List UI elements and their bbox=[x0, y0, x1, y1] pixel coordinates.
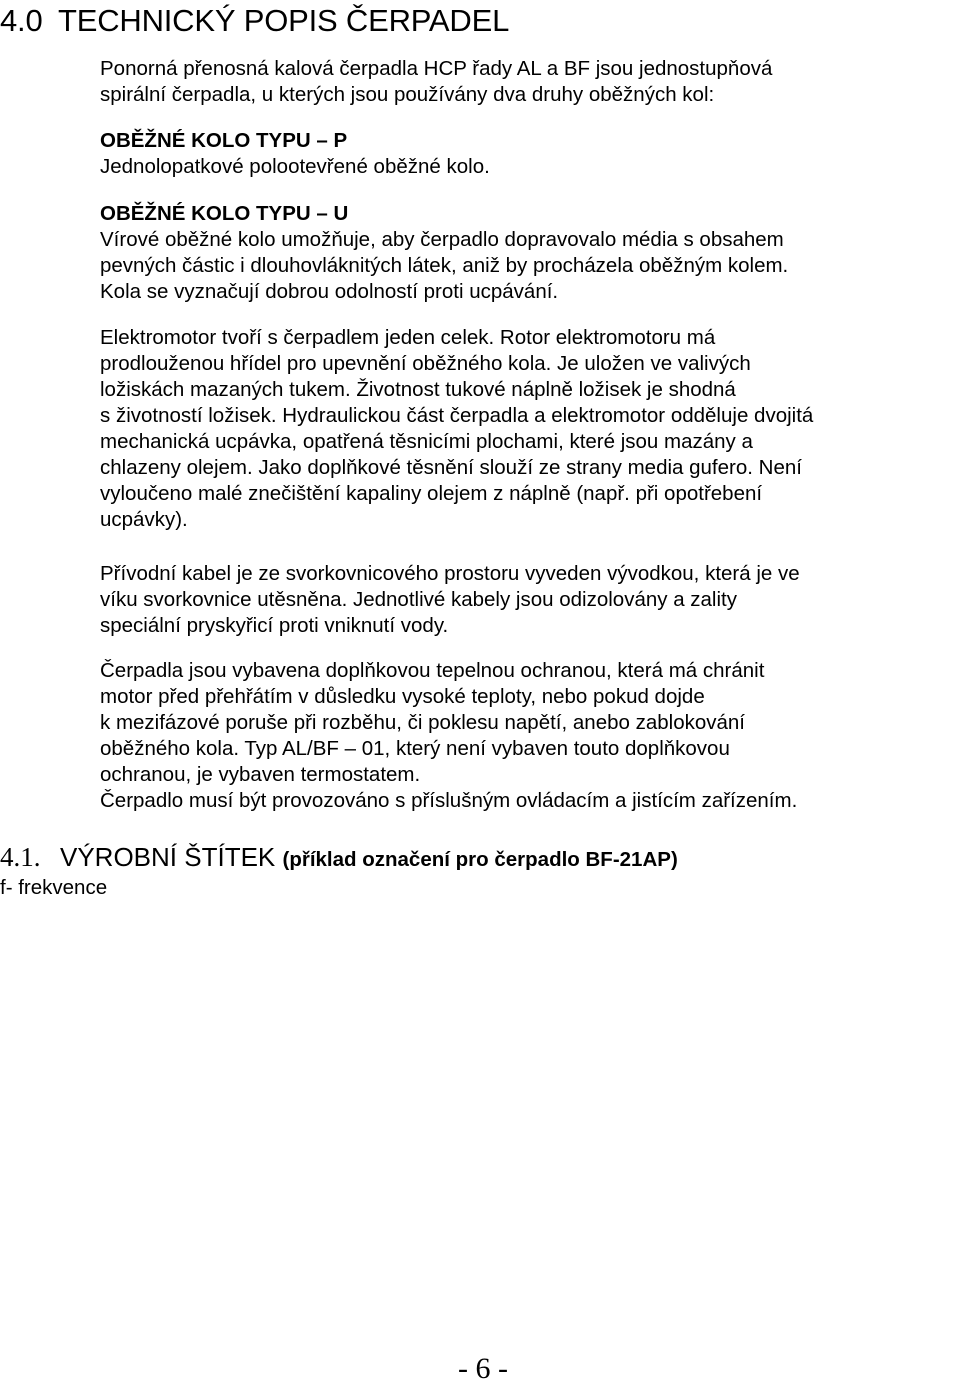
text-line: mechanická ucpávka, opatřená těsnicími plochami, které jsou mazány a bbox=[100, 430, 753, 453]
subsection-title: VÝROBNÍ ŠTÍTEK bbox=[60, 842, 276, 872]
text-line: motor před přehřátím v důsledku vysoké teploty, nebo pokud dojde bbox=[100, 685, 705, 708]
section-title: TECHNICKÝ POPIS ČERPADEL bbox=[58, 3, 510, 38]
text-line: Jednolopatkové polootevřené oběžné kolo. bbox=[100, 155, 490, 178]
intro-paragraph bbox=[100, 56, 772, 108]
text-line: Čerpadlo musí být provozováno s příslušným ovládacím a jistícím zařízením. bbox=[100, 789, 798, 812]
subsection-number: 4.1. bbox=[0, 842, 41, 872]
cable-paragraph bbox=[100, 561, 800, 639]
text-line: pevných částic i dlouhovláknitých látek, aniž by procházela oběžným kolem. bbox=[100, 254, 789, 277]
text-line: s životností ložisek. Hydraulickou část čerpadla a elektromotor odděluje dvojitá bbox=[100, 404, 814, 427]
text-line: Vírové oběžné kolo umožňuje, aby čerpadlo dopravovalo média s obsahem bbox=[100, 228, 784, 251]
motor-paragraph bbox=[100, 325, 813, 533]
protection-paragraph bbox=[100, 658, 797, 814]
text-line: Přívodní kabel je ze svorkovnicového prostoru vyveden vývodkou, která je ve bbox=[100, 562, 800, 585]
subsection-subtitle: (příklad označení pro čerpadlo BF-21AP) bbox=[282, 848, 678, 871]
text-line: oběžného kola. Typ AL/BF – 01, který není vybaven touto doplňkovou bbox=[100, 737, 730, 760]
impeller-p-block bbox=[100, 128, 490, 180]
text-line: spirální čerpadla, u kterých jsou používány dva druhy oběžných kol: bbox=[100, 83, 715, 106]
text-line: vyloučeno malé znečištění kapaliny olejem z náplně (např. při opotřebení bbox=[100, 482, 763, 505]
text-line: Čerpadla jsou vybavena doplňkovou tepelnou ochranou, která má chránit bbox=[100, 659, 765, 682]
text-line: speciální pryskyřicí proti vniknutí vody. bbox=[100, 614, 449, 637]
label-note: f- frekvence bbox=[0, 876, 108, 899]
text-line: Elektromotor tvoří s čerpadlem jeden celek. Rotor elektromotoru má bbox=[100, 326, 716, 349]
subsection-heading bbox=[0, 841, 678, 876]
text-line: víku svorkovnice utěsněna. Jednotlivé kabely jsou odizolovány a zality bbox=[100, 588, 737, 611]
text-line: Kola se vyznačují dobrou odolností proti ucpávání. bbox=[100, 280, 559, 303]
impeller-u-title: OBĚŽNÉ KOLO TYPU – U bbox=[100, 202, 349, 225]
text-line: ochranou, je vybaven termostatem. bbox=[100, 763, 421, 786]
page-number: - 6 - bbox=[458, 1352, 508, 1385]
section-heading bbox=[0, 3, 509, 39]
text-line: chlazeny olejem. Jako doplňkové těsnění slouží ze strany media gufero. Není bbox=[100, 456, 802, 479]
text-line: Ponorná přenosná kalová čerpadla HCP řady AL a BF jsou jednostupňová bbox=[100, 57, 773, 80]
text-line: ložiskách mazaných tukem. Životnost tukové náplně ložisek je shodná bbox=[100, 378, 736, 401]
impeller-u-block bbox=[100, 201, 788, 305]
impeller-p-title: OBĚŽNÉ KOLO TYPU – P bbox=[100, 129, 348, 152]
text-line: k mezifázové poruše při rozběhu, či poklesu napětí, anebo zablokování bbox=[100, 711, 745, 734]
text-line: ucpávky). bbox=[100, 508, 188, 531]
section-number: 4.0 bbox=[0, 3, 43, 38]
text-line: prodlouženou hřídel pro upevnění oběžného kola. Je uložen ve valivých bbox=[100, 352, 751, 375]
